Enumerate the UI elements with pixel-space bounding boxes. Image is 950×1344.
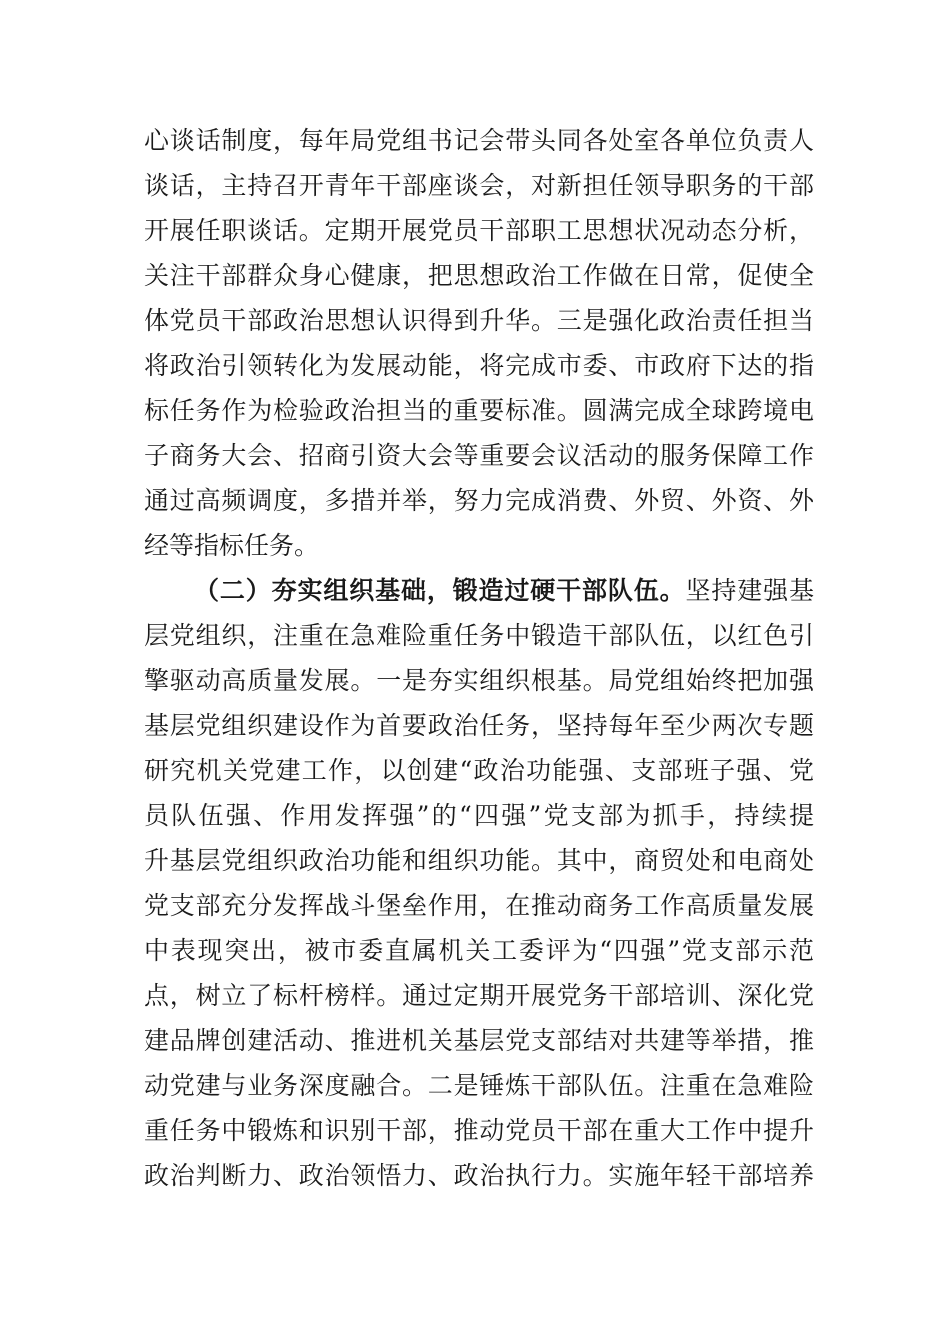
body-text [144, 118, 814, 1198]
paragraph-line: 关注干部群众身心健康，把思想政治工作做在日常，促使全 [144, 261, 814, 290]
paragraph-line: 研究机关党建工作，以创建“政治功能强、支部班子强、党 [144, 756, 814, 785]
paragraph-line: 党支部充分发挥战斗堡垒作用，在推动商务工作高质量发展 [144, 891, 814, 920]
paragraph-line: 重任务中锻炼和识别干部，推动党员干部在重大工作中提升 [144, 1116, 814, 1145]
section-heading-line [144, 568, 814, 613]
paragraph-line: 谈话，主持召开青年干部座谈会，对新担任领导职务的干部 [144, 171, 814, 200]
paragraph-line: 建品牌创建活动、推进机关基层党支部结对共建等举措，推 [144, 1026, 814, 1055]
paragraph-line: 点，树立了标杆榜样。通过定期开展党务干部培训、深化党 [144, 981, 814, 1010]
paragraph-line: 基层党组织建设作为首要政治任务，坚持每年至少两次专题 [144, 711, 814, 740]
paragraph-line: 员队伍强、作用发挥强”的“四强”党支部为抓手，持续提 [144, 801, 814, 830]
paragraph-line: 经等指标任务。 [144, 531, 320, 560]
section-heading: （二）夯实组织基础，锻造过硬干部队伍。 [194, 576, 686, 605]
paragraph-line: 政治判断力、政治领悟力、政治执行力。实施年轻干部培养 [144, 1161, 814, 1190]
paragraph-line: 子商务大会、招商引资大会等重要会议活动的服务保障工作 [144, 441, 814, 470]
paragraph-line: 动党建与业务深度融合。二是锤炼干部队伍。注重在急难险 [144, 1071, 814, 1100]
paragraph-line: 中表现突出，被市委直属机关工委评为“四强”党支部示范 [144, 936, 814, 965]
section-first-line-text: 坚持建强基 [685, 576, 814, 605]
paragraph-line: 将政治引领转化为发展动能，将完成市委、市政府下达的指 [144, 351, 814, 380]
paragraph-line: 升基层党组织政治功能和组织功能。其中，商贸处和电商处 [144, 846, 814, 875]
paragraph-line: 通过高频调度，多措并举，努力完成消费、外贸、外资、外 [144, 486, 814, 515]
paragraph-line: 标任务作为检验政治担当的重要标准。圆满完成全球跨境电 [144, 396, 814, 425]
paragraph-line: 心谈话制度，每年局党组书记会带头同各处室各单位负责人 [144, 126, 814, 155]
paragraph-line: 体党员干部政治思想认识得到升华。三是强化政治责任担当 [144, 306, 814, 335]
paragraph-line: 开展任职谈话。定期开展党员干部职工思想状况动态分析， [144, 216, 814, 245]
paragraph-line: 擎驱动高质量发展。一是夯实组织根基。局党组始终把加强 [144, 666, 814, 695]
paragraph-line: 层党组织，注重在急难险重任务中锻造干部队伍，以红色引 [144, 621, 814, 650]
